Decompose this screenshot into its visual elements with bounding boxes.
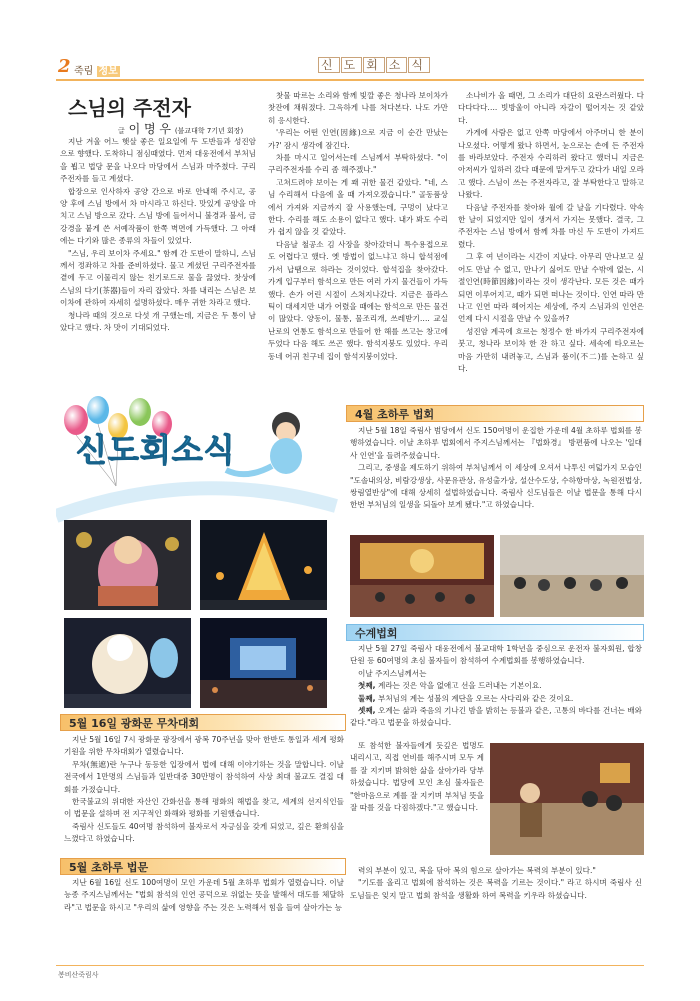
header-rule [56, 79, 644, 81]
sinlo-big-title: 신도회소식 [76, 431, 236, 469]
paragraph: 차를 마시고 일어서는데 스님께서 부탁하셨다. "이 구리주전자를 수리 좀 해주겠나." [268, 153, 448, 175]
photo-dharma-hall [350, 535, 494, 617]
paragraph: 성진암 계곡에 흐르는 청정수 한 바가지 구리주전자에 붓고, 청나라 보이차 한 잔 하고 싶다. 세속에 타오르는 마음 가만히 내려놓고, 스님과 품이(不二)를 논하고 싶다. [458, 326, 644, 373]
section-header-title [318, 56, 431, 73]
footer-text: 봉비산죽림사 [58, 971, 99, 979]
essay-author: 글 이 명 우 (불교대학 7기년 회장) [118, 122, 244, 136]
musa-text [64, 734, 344, 852]
essay-title: 스님의 주전자 [68, 96, 191, 120]
sugye-text [350, 643, 642, 738]
april-chorha-text [350, 425, 642, 525]
header-title-char: 회 [363, 57, 385, 73]
sugye-item: 둘째, 부처님의 계는 성불의 계단을 오르는 사다리와 같은 것이요. [358, 693, 574, 703]
paragraph: 지난 5월 18일 죽림사 범당에서 신도 150여명이 운집한 가운데 4월 초하루 법회를 봉행하였습니다. 이날 초하루 법회에서 주지스님께서는 『법화경』 방편품에 나오는 '일대사 인연'을 들려주셨습니다. [350, 426, 642, 460]
section-title-april-chorha: 4월 초하루 법회 [346, 405, 644, 422]
header-title-char: 식 [408, 57, 430, 73]
paragraph: 죽림사 신도들도 40여명 참석하여 불자로서 자긍심을 갖게 되었고, 깊은 환희심을 느꼈다고 하였습니다. [64, 821, 344, 844]
paragraph: 지난 6월 16일 신도 100여명이 모인 가운데 5월 초하루 법회가 열렸습니다. 이날 능종 주지스님께서는 "법회 참석의 인연 공덕으로 위없는 뜻을 발해서 대도를 체달하라"고 법문을 하시고 "우리의 삶에 영향을 주는 것은 노력해서 힘을 들여 살아가는 능 [64, 878, 344, 912]
paragraph: 고쳐드려야 보이는 게 꽤 귀한 물건 같았다. "네, 스님 수리해서 다음에 올 때 가져오겠습니다." 골동품상에서 가져와 지금까지 잘 사용했는데, 구멍이 났다고 한다. 수리를 해도 소용이 없다고 했다. 내가 봐도 수리가 쉽지 않을 것 같았다. [268, 177, 448, 237]
paragraph: 소나비가 올 때면, 그 소리가 대단히 요란스러웠다. 다다다다다…. 빗방울이 아니라 자갈이 떨어지는 것 같았다. [458, 91, 644, 125]
sugye-closing-text: 또 참석한 불자들에게 듯깊은 법명도 내리시고, 직접 연비를 해주시며 모두 계를 잘 지키며 밝혀한 삶을 살아가라 당부하셨습니다. 법당에 모인 초심 불자들은 "한마음으로 계를 잘 지키며 부처님 뜻을 잘 따를 것을 다짐하겠다."고 했습니다. [350, 741, 484, 813]
paragraph: 가게에 사람은 없고 안쪽 마당에서 아주머니 한 분이 나오셨다. 어떻게 왔나 하면서, 눈으로는 손에 든 주전자를 바라보았다. 주전자 수리하러 왔다고 했더니 지금은 아저씨가 일하러 갔다 때문에 맡겨두고 갔다가 내일 오라고 했다. 스님이 쓰는 주전자라고, 잘 부탁한다고 말하고 나왔다. [458, 128, 644, 200]
section-title-may-chorha: 5월 초하루 법문 [60, 858, 346, 875]
paragraph: 지난 겨울 어느 햇살 좋은 일요일에 두 도반들과 성진암으로 향했다. 도착하니 점심때였다. 먼저 대웅전에서 부처님을 뵙고 법당 문을 나오다 마당에서 스님과 마주쳤다. 구리주전자를 들고 계셨다. [60, 137, 256, 184]
section-title-musa: 5월 16일 광화문 무차대회 [60, 714, 346, 731]
photo-congregation [500, 535, 644, 617]
paragraph: 지난 5월 27일 죽림사 대웅전에서 불교대학 1학년을 중심으로 운전자 불자회원, 합창단원 등 60여명의 초심 불자들이 참석하여 수계법회를 봉행하였습니다. [350, 644, 642, 666]
photo-lantern-figure [64, 520, 191, 610]
paragraph: 한국불교의 위대한 자산인 간화선을 통해 평화의 해법을 찾고, 세계의 선지식인들이 법문을 설하며 전 지구적인 화해와 평화를 기원했습니다. [64, 797, 344, 819]
may-chorha-text-right [350, 865, 642, 960]
sugye-item: 첫째, 계라는 것은 악을 없애고 선을 드러내는 기본이요. [358, 681, 542, 691]
paragraph: 그 후 여 년이라는 시간이 지났다. 아무리 만나보고 싶어도 만날 수 없고, 만나기 싫어도 만날 수밖에 없는, 시절인연(時節因緣)이라는 것이 생각난다. 모든 것은 때가 되면 이루어지고, 때가 되면 떠나는 것이다. 인연 따라 만나고 인연 따라 헤어지는 세상에, 주지 스님과의 인연은 언제 다시 시절을 만날 수 있을까? [458, 252, 644, 324]
paragraph: 무차(無遮)란 누구나 동등한 입장에서 법에 대해 이야기하는 것을 말합니다. 이날 전국에서 1만명의 스님들과 일반대중 30만명이 참석하여 사상 최대 불교도 결집 대회를 가졌습니다. [64, 759, 344, 794]
paragraph: 다음날 철공소 김 사장을 찾아갔더니 특수용접으로도 어렵다고 했다. 옛 방법이 없느냐고 하니 합석점에 가서 납땜으로 하라는 것이었다. 합석집을 찾아갔다. 가게 입구부터 함석으로 만든 여러 가지 물건들이 가득했다. 손가 어린 시절이 스쳐지나갔다. 지금은 플라스틱이 대세지만 내가 어렸을 때에는 함석으로 만든 물건이 많았다. 양동이, 물통, 물조리개, 쓰레받기…. 교실 난로의 연통도 함석으로 만들어 한 해를 쓰고는 창고에 두었다 다음 해도 쓰곤 했다. 함석지붕도 있었다. 우리 동네 어귀 친구네 집이 함석지붕이었다. [268, 239, 448, 361]
paragraph: 지난 5월 16일 7시 광화문 광장에서 광복 70주년을 맞아 한반도 통일과 세계 평화 기원을 위한 무차대회가 열렸습니다. [64, 735, 344, 757]
essay-column-3 [458, 90, 644, 394]
paragraph: 다음날 주전자를 찾아와 월에 갈 날을 기다렸다. 약속한 날이 되었지만 일이 생겨서 가지는 못했다. 결국, 그 주전자는 스님 방에서 함께 차를 마신 두 도반이 가져드렸다. [458, 202, 644, 249]
figure-illustration [226, 412, 302, 474]
paragraph: 그리고, 중생을 제도하기 위하여 부처님께서 이 세상에 오셔서 나투신 여덟가지 모습인 "도솔내의상, 비람강생상, 사문유관상, 유성출가상, 설산수도상, 수하항마상, 녹원전법상, 쌍림열반상"에 대해 상세히 설법하였습니다. 죽림사 신도님들은 이날 법문을 통해 다시 한번 부처님의 일생을 되돌아 보게 됐다."고 하였습니다. [350, 463, 642, 510]
photo-lantern-boy [64, 618, 191, 708]
essay-column-1 [60, 136, 256, 394]
paragraph: 력의 부분이 있고, 복을 닦아 복의 힘으로 살아가는 복력의 부분이 있다." [358, 866, 596, 875]
photo-lantern-tower [200, 520, 327, 610]
header-title-char: 소 [386, 57, 408, 73]
paragraph: 이날 주지스님께서는 [358, 668, 427, 678]
sugye-item: 셋째, 오계는 삶과 죽음의 기나긴 밤을 밝히는 등불과 같은, 고통의 바다를 건너는 배와 같다."라고 법문을 하셨습니다. [350, 706, 642, 728]
footer-rule [56, 965, 644, 966]
paragraph: 찻물 따르는 소리와 함께 빛깔 좋은 청나라 보이차가 찻잔에 채워졌다. 그윽하게 나를 쳐다본다. 나도 가만히 응시한다. [268, 91, 448, 125]
paragraph: 합장으로 인사하자 공양 간으로 바로 안내해 주시고, 공양 후에 스님 방에서 차 마시라고 하신다. 맛있게 공양을 마치고 스님 방으로 갔다. 스님 방에 들어서니 불경과 불서, 금강경을 붙게 쓴 서예작품이 한쪽 벽면에 가득했다. 그 아래에는 다기와 많은 종류의 차들이 있었다. [60, 186, 256, 246]
header-title-char: 도 [341, 57, 363, 73]
paragraph: "스님, 우리 보이차 주세요." 함께 간 도반이 말하니, 스님께서 정좌하고 차를 준비하셨다. 물고 계셨던 구리주전자를 곁에 두고 이물리지 않는 친기로드로 물을 끓였다. 찻상에 스님의 다기(茶器)들이 자리 잡았다. 차를 내리는 스님은 보이차에 관하여 자세히 설명하셨다. 매우 귀한 차라고 했다. [60, 248, 256, 308]
essay-column-2 [268, 90, 448, 394]
photo-crowd-stage [200, 618, 327, 708]
paragraph: '우리는 어떤 인연(因緣)으로 지금 이 순간 만났는가?' 잠시 생각에 잠긴다. [268, 128, 448, 150]
may-chorha-text [64, 877, 344, 959]
header-title-char: 신 [318, 57, 340, 73]
paragraph: 청나라 때의 것으로 다섯 개 구했는데, 지금은 두 통이 남았다고 했다. 차 맛이 기대되었다. [60, 310, 256, 333]
section-title-sugye: 수계법회 [346, 624, 644, 641]
paper-label: 죽림 정보 [74, 66, 118, 77]
page-number: 2 [58, 56, 71, 77]
photo-ordination [490, 743, 644, 855]
paragraph: "기도를 올리고 법회에 참석하는 것은 복력을 기르는 것이다." 라고 하시며 죽림사 신도님들은 잊지 말고 법회 참석을 생활화 하여 복력을 키우라 하셨습니다. [350, 878, 642, 900]
